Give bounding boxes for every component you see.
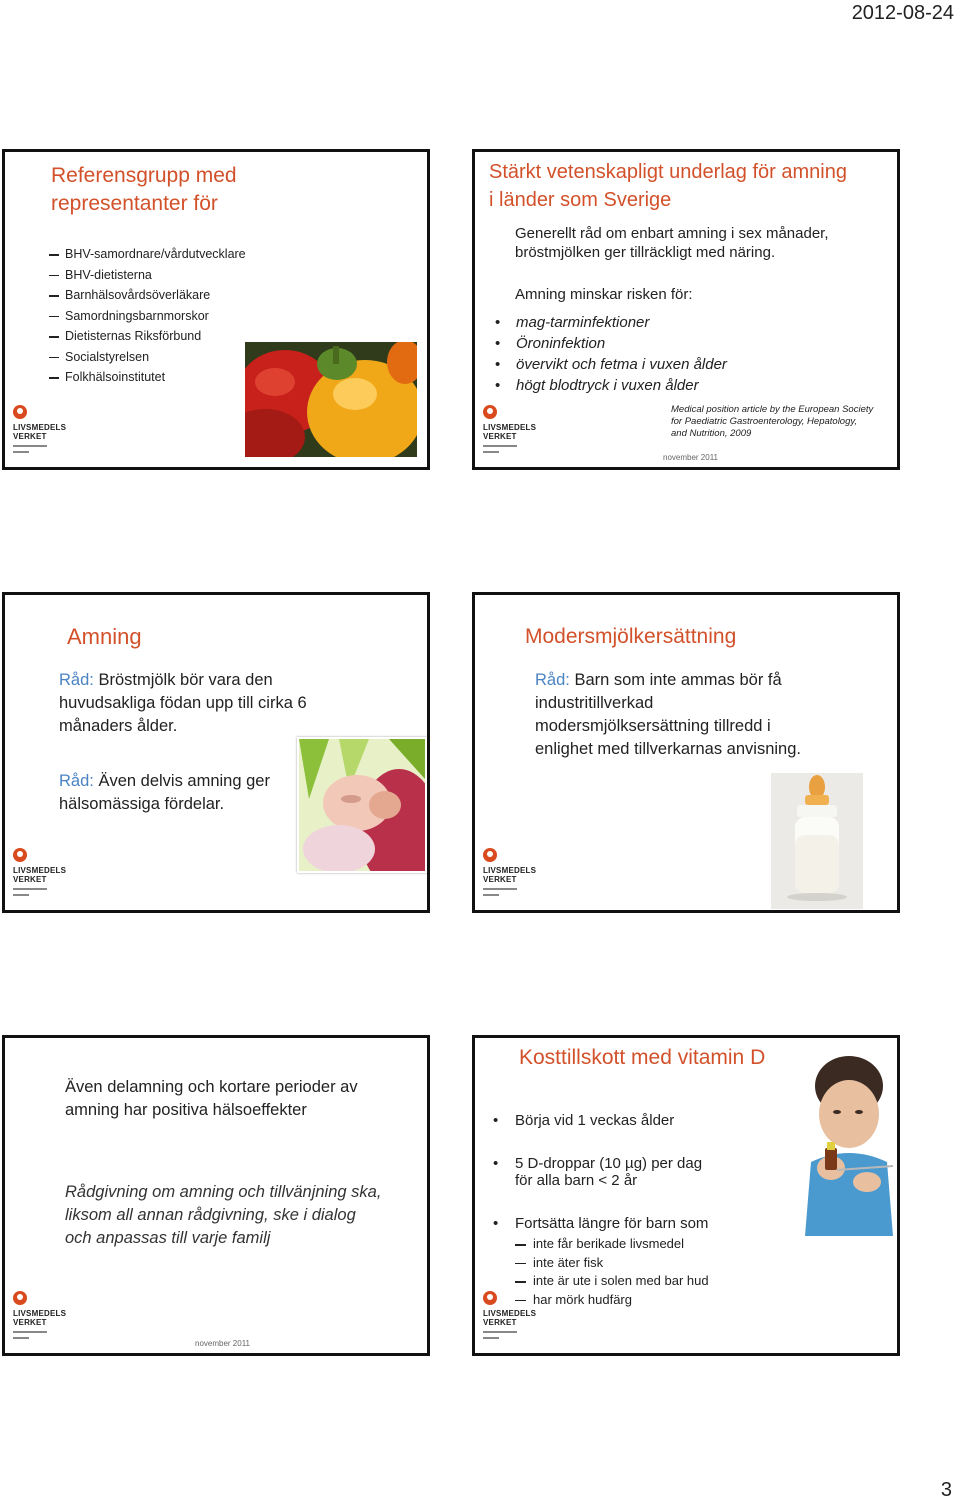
slide-amning — [2, 592, 430, 913]
list-item: Samordningsbarnmorskor — [49, 306, 246, 327]
list-item: • mag-tarminfektioner — [495, 312, 727, 333]
slide-title: Amning — [67, 624, 142, 649]
list-item: har mörk hudfärg — [515, 1291, 709, 1310]
peppers-photo — [245, 342, 417, 457]
livsmedelsverket-logo: LIVSMEDELS VERKET — [11, 848, 55, 906]
page-number: 3 — [940, 1479, 952, 1501]
list-item: Dietisternas Riksförbund — [49, 326, 246, 347]
advice-text: Råd: Bröstmjölk bör vara den huvudsakliga födan upp till cirka 6 månaders ålder. — [59, 671, 307, 735]
list-item: Folkhälsoinstitutet — [49, 367, 246, 388]
slide-footer-date: november 2011 — [195, 1339, 250, 1348]
vitamin-d-list — [493, 1112, 674, 1129]
list-item: • 5 D-droppar (10 µg) per dag för alla barn < 2 år — [493, 1155, 702, 1189]
page-date: 2012-08-24 — [851, 2, 954, 24]
slide-title: Stärkt vetenskapligt underlag för amning i länder som Sverige — [489, 161, 847, 211]
logo-mark-icon — [483, 1291, 497, 1305]
list-item: • Öroninfektion — [495, 333, 727, 354]
sub-list — [515, 1235, 709, 1309]
slide-vitamin-d — [472, 1035, 900, 1356]
livsmedelsverket-logo: LIVSMEDELS VERKET — [11, 1291, 55, 1349]
list-item: BHV-dietisterna — [49, 265, 246, 286]
livsmedelsverket-logo: LIVSMEDELS VERKET — [11, 405, 55, 463]
list-item: inte äter fisk — [515, 1254, 709, 1273]
slide-title: Kosttillskott med vitamin D — [519, 1046, 766, 1069]
livsmedelsverket-logo: LIVSMEDELS VERKET — [481, 405, 525, 463]
paragraph: Amning minskar risken för: — [515, 286, 693, 303]
paragraph: Generellt råd om enbart amning i sex månader, bröstmjölken ger tillräckligt med näring. — [515, 225, 829, 261]
slide-referensgrupp — [2, 149, 430, 470]
reference-citation: Medical position article by the European Society for Paediatric Gastroenterology, Hepatology, and Nutrition, 2009 — [671, 404, 874, 439]
slide-footer-date: november 2011 — [663, 453, 718, 462]
advice-text: Råd: Även delvis amning ger hälsomässiga fördelar. — [59, 772, 270, 813]
list-item: • övervikt och fetma i vuxen ålder — [495, 354, 727, 375]
vitamin-d-list — [493, 1155, 702, 1189]
list-item: • högt blodtryck i vuxen ålder — [495, 375, 727, 396]
list-item: inte får berikade livsmedel — [515, 1235, 709, 1254]
representative-list — [49, 244, 246, 388]
list-item: Socialstyrelsen — [49, 347, 246, 368]
logo-mark-icon — [483, 405, 497, 419]
livsmedelsverket-logo: LIVSMEDELS VERKET — [481, 1291, 525, 1349]
breastfeeding-baby-photo — [297, 737, 427, 873]
list-item: • Börja vid 1 veckas ålder — [493, 1112, 674, 1129]
statement-text: Även delamning och kortare perioder av amning har positiva hälsoeffekter — [65, 1078, 358, 1119]
list-item: • Fortsätta längre för barn som inte får berikade livsmedel inte äter fisk inte är ute i solen med bar hud har mörk hudfärg — [493, 1215, 709, 1309]
slide-vetenskapligt-underlag — [472, 149, 900, 470]
advice-text: Råd: Barn som inte ammas bör få industritillverkad modersmjölksersättning tillredd i enlighet med tillverkarnas anvisning. — [535, 671, 801, 758]
slide-delamning — [2, 1035, 430, 1356]
counseling-text: Rådgivning om amning och tillvänjning ska, liksom all annan rådgivning, ske i dialog och anpassas till varje familj — [65, 1183, 382, 1247]
list-item: inte är ute i solen med bar hud — [515, 1272, 709, 1291]
baby-bottle-photo — [771, 773, 863, 909]
livsmedelsverket-logo: LIVSMEDELS VERKET — [481, 848, 525, 906]
logo-mark-icon — [13, 1291, 27, 1305]
logo-mark-icon — [13, 848, 27, 862]
list-item: Barnhälsovårdsöverläkare — [49, 285, 246, 306]
vitamin-d-list — [493, 1215, 709, 1309]
list-item: BHV-samordnare/vårdutvecklare — [49, 244, 246, 265]
logo-mark-icon — [13, 405, 27, 419]
slide-title: Referensgrupp med representanter för — [51, 164, 237, 215]
logo-mark-icon — [483, 848, 497, 862]
slide-title: Modersmjölkersättning — [525, 625, 737, 648]
risk-list — [495, 312, 727, 396]
slide-modersmjolkersattning — [472, 592, 900, 913]
child-vitamin-drops-photo — [797, 1052, 897, 1236]
